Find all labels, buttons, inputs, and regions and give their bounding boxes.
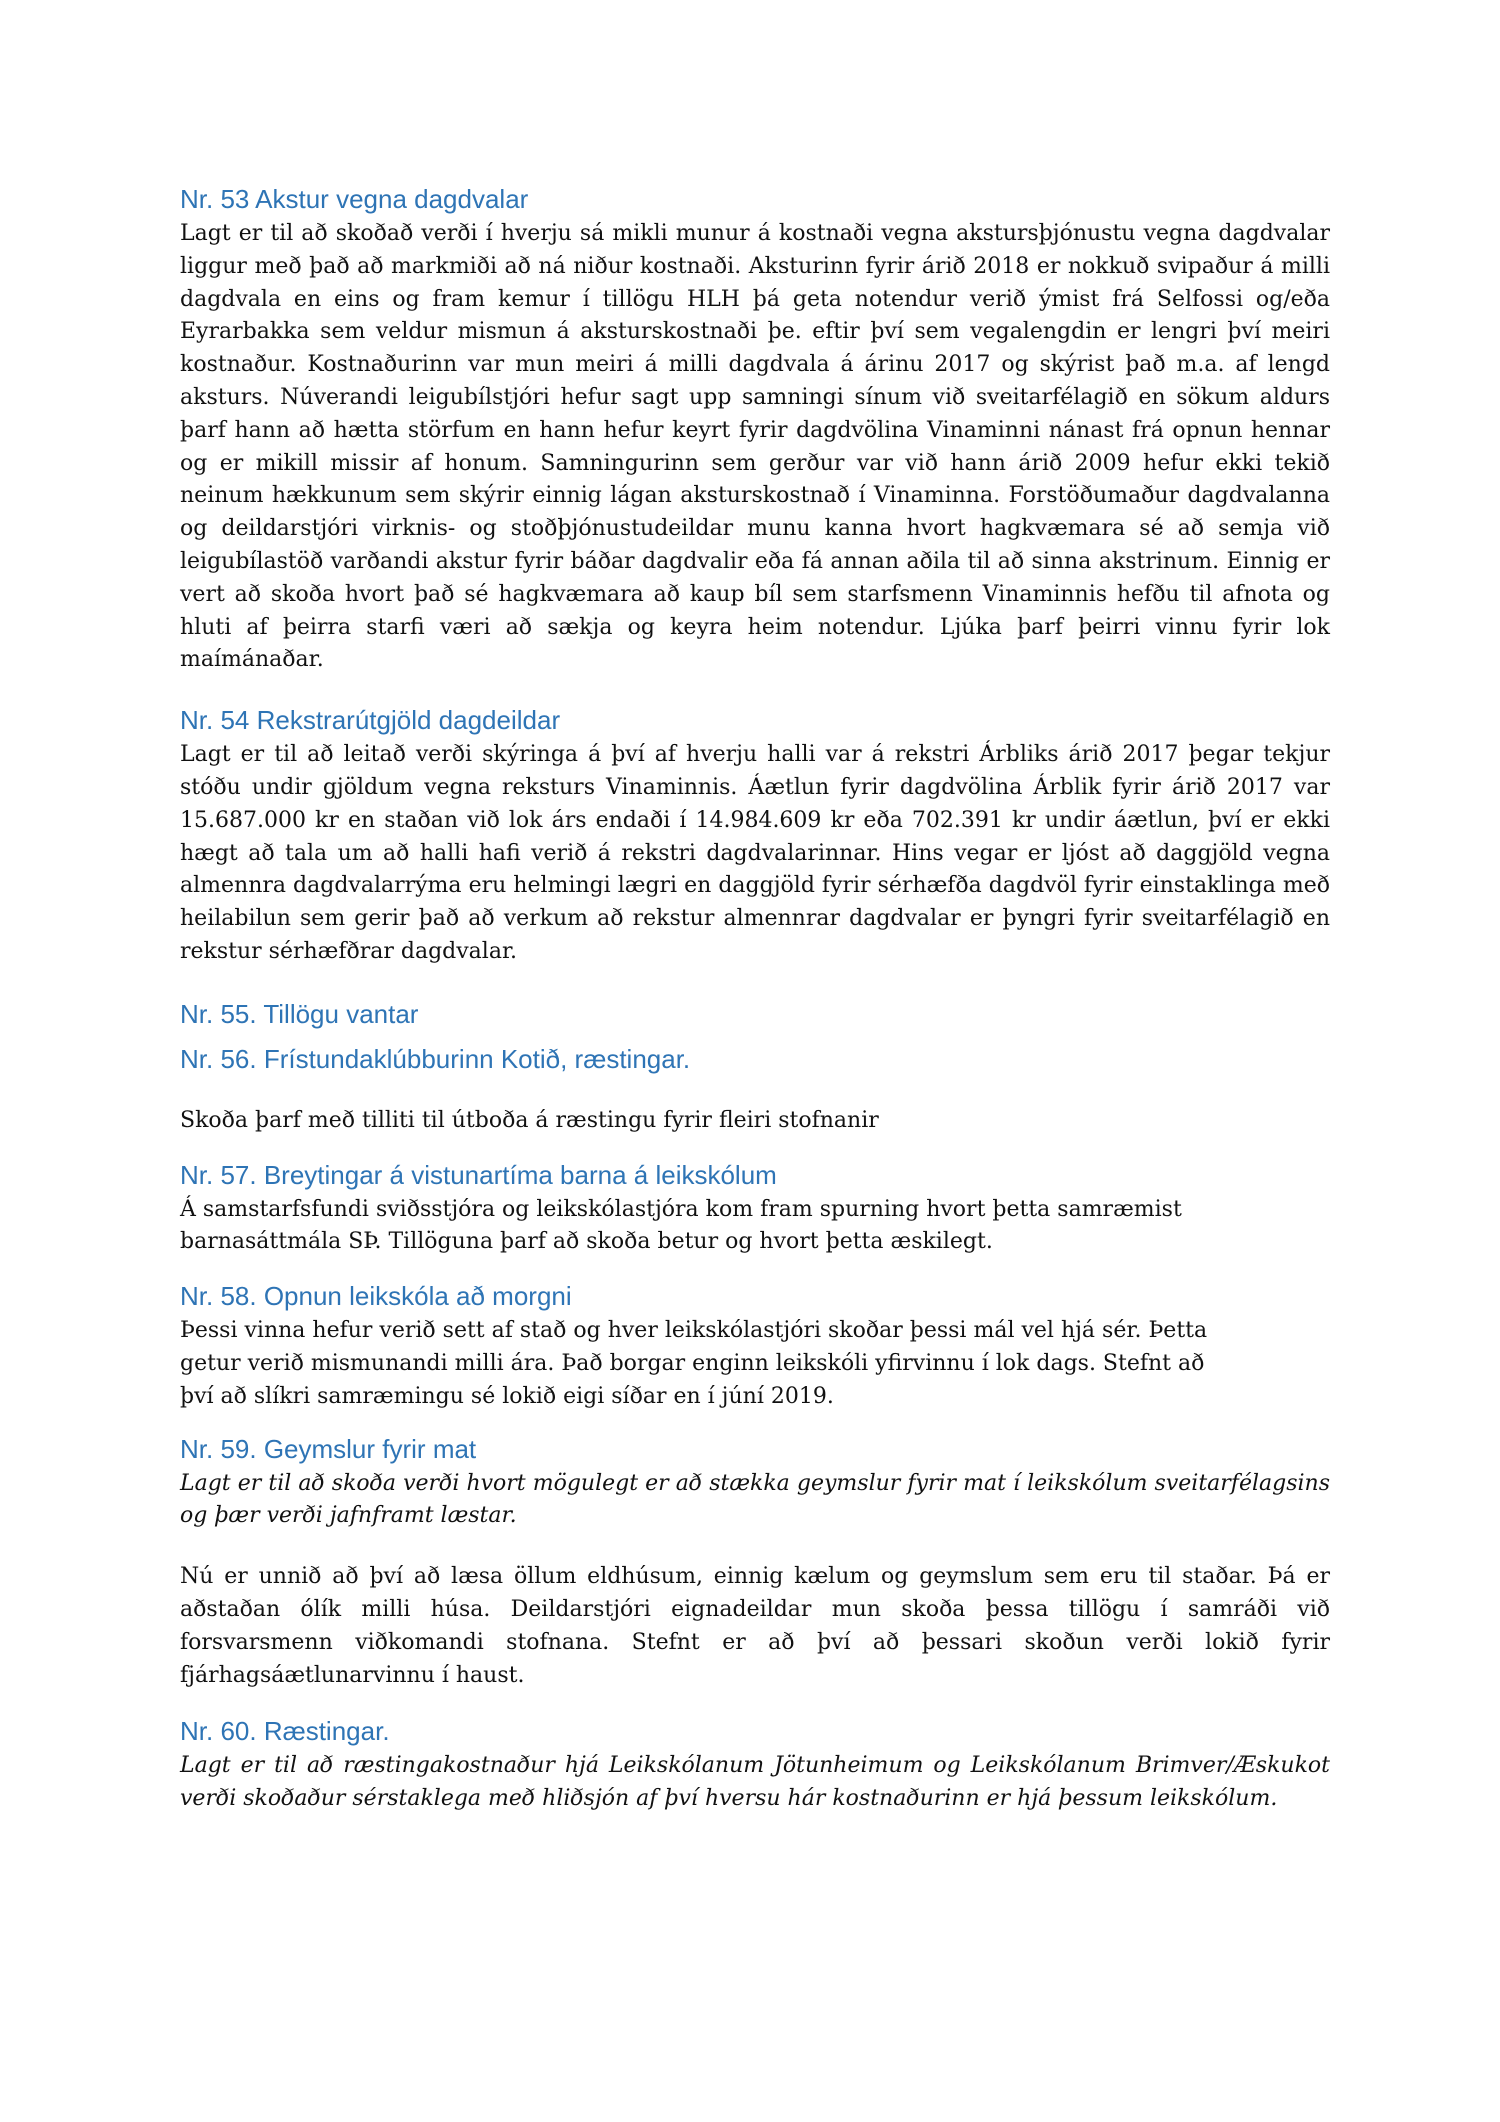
section-proposal-nr59: Lagt er til að skoða verði hvort mögulegt er að stækka geymslur fyrir mat í leikskólum sveitarfélagsins og þær verði jafnframt læstar. — [180, 1470, 1330, 1529]
text-line: getur verið mismunandi milli ára. Það borgar enginn leikskóli yfirvinnu í lok dags. Stefnt að — [180, 1350, 1205, 1376]
section-heading-nr55: Nr. 55. Tillögu vantar — [180, 998, 419, 1029]
text-line: Þessi vinna hefur verið sett af stað og hver leikskólastjóri skoðar þessi mál vel hjá sér. Þetta — [180, 1318, 1208, 1344]
section-heading-nr59: Nr. 59. Geymslur fyrir mat — [180, 1433, 477, 1464]
section-body-nr53: Lagt er til að skoðað verði í hverju sá mikli munur á kostnaði vegna akstursþjónustu vegna dagdvalar liggur með það að markmiði að ná niður kostnaði. Aksturinn fyrir árið 2018 er nokkuð svipaður á milli dagdvala en eins og fram kemur í tillögu HLH þá geta notendur verið ýmist frá Selfossi og/eða Eyrarbakka sem veldur mismun á aksturskostnaði þe. eftir því sem vegalengdin er lengri því meiri kostnaður. Kostnaðurinn var mun meiri á milli dagdvala á árinu 2017 og skýrist það m.a. af lengd aksturs. Núverandi leigubílstjóri hefur sagt upp samningi sínum við sveitarfélagið en sökum aldurs þarf hann að hætta störfum en hann hefur keyrt fyrir dagdvölina Vinaminni nánast frá opnun hennar og er mikill missir af honum. Samningurinn sem gerður var við hann árið 2009 hefur ekki tekið neinum hækkunum sem skýrir einnig lágan aksturskostnað í Vinaminna. Forstöðumaður dagdvalanna og deildarstjóri virknis- og stoðþjónustudeildar munu kanna hvort hagkvæmara sé að semja við leigubílastöð varðandi akstur fyrir báðar dagdvalir eða fá annan aðila til að sinna akstrinum. Einnig er vert að skoða hvort það sé hagkvæmara að kaup bíl sem starfsmenn Vinaminnis hefðu til afnota og hluti af þeirra starfi væri að sækja og keyra heim notendur. Ljúka þarf þeirri vinnu fyrir lok maímánaðar. — [180, 221, 1330, 673]
section-body-nr58 — [180, 1315, 1330, 1413]
section-heading-nr60: Nr. 60. Ræstingar. — [180, 1716, 390, 1747]
section-heading-nr54: Nr. 54 Rekstrarútgjöld dagdeildar — [180, 705, 561, 736]
section-body-nr59: Nú er unnið að því að læsa öllum eldhúsum, einnig kælum og geymslum sem eru til staðar. Þá er aðstaðan ólík milli húsa. Deildarstjóri eignadeildar mun skoða þessa tillögu í samráði við forsvarsmenn viðkomandi stofnana. Stefnt er að því að þessari skoðun verði lokið fyrir fjárhagsáætlunarvinnu í haust. — [180, 1564, 1330, 1688]
section-heading-nr56: Nr. 56. Frístundaklúbburinn Kotið, ræstingar. — [180, 1043, 691, 1074]
section-body-nr56: Skoða þarf með tilliti til útboða á ræstingu fyrir fleiri stofnanir — [180, 1107, 879, 1133]
section-heading-nr57: Nr. 57. Breytingar á vistunartíma barna á leikskólum — [180, 1159, 777, 1190]
section-heading-nr53: Nr. 53 Akstur vegna dagdvalar — [180, 184, 529, 214]
section-body-nr57: Á samstarfsfundi sviðsstjóra og leikskólastjóra kom fram spurning hvort þetta samræmist barnasáttmála SÞ. Tillöguna þarf að skoða betur og hvort þetta æskilegt. — [180, 1196, 1182, 1255]
document-page — [180, 180, 1330, 1816]
section-proposal-nr60: Lagt er til að ræstingakostnaður hjá Leikskólanum Jötunheimum og Leikskólanum Brimver/Æskukot verði skoðaður sérstaklega með hliðsjón af því hversu hár kostnaðurinn er hjá þessum leikskólum. — [180, 1753, 1330, 1812]
section-heading-nr58: Nr. 58. Opnun leikskóla að morgni — [180, 1281, 572, 1312]
section-body-nr54: Lagt er til að leitað verði skýringa á því af hverju halli var á rekstri Árbliks árið 2017 þegar tekjur stóðu undir gjöldum vegna reksturs Vinaminnis. Áætlun fyrir dagdvölina Árblik fyrir árið 2017 var 15.687.000 kr en staðan við lok árs endaði í 14.984.609 kr eða 702.391 kr undir áætlun, því er ekki hægt að tala um að halli hafi verið á rekstri dagdvalarinnar. Hins vegar er ljóst að daggjöld vegna almennra dagdvalarrýma eru helmingi lægri en daggjöld fyrir sérhæfða dagdvöl fyrir einstaklinga með heilabilun sem gerir það að verkum að rekstur almennrar dagdvalar er þyngri fyrir sveitarfélagið en rekstur sérhæfðrar dagdvalar. — [180, 742, 1330, 964]
text-line: því að slíkri samræmingu sé lokið eigi síðar en í júní 2019. — [180, 1383, 834, 1409]
